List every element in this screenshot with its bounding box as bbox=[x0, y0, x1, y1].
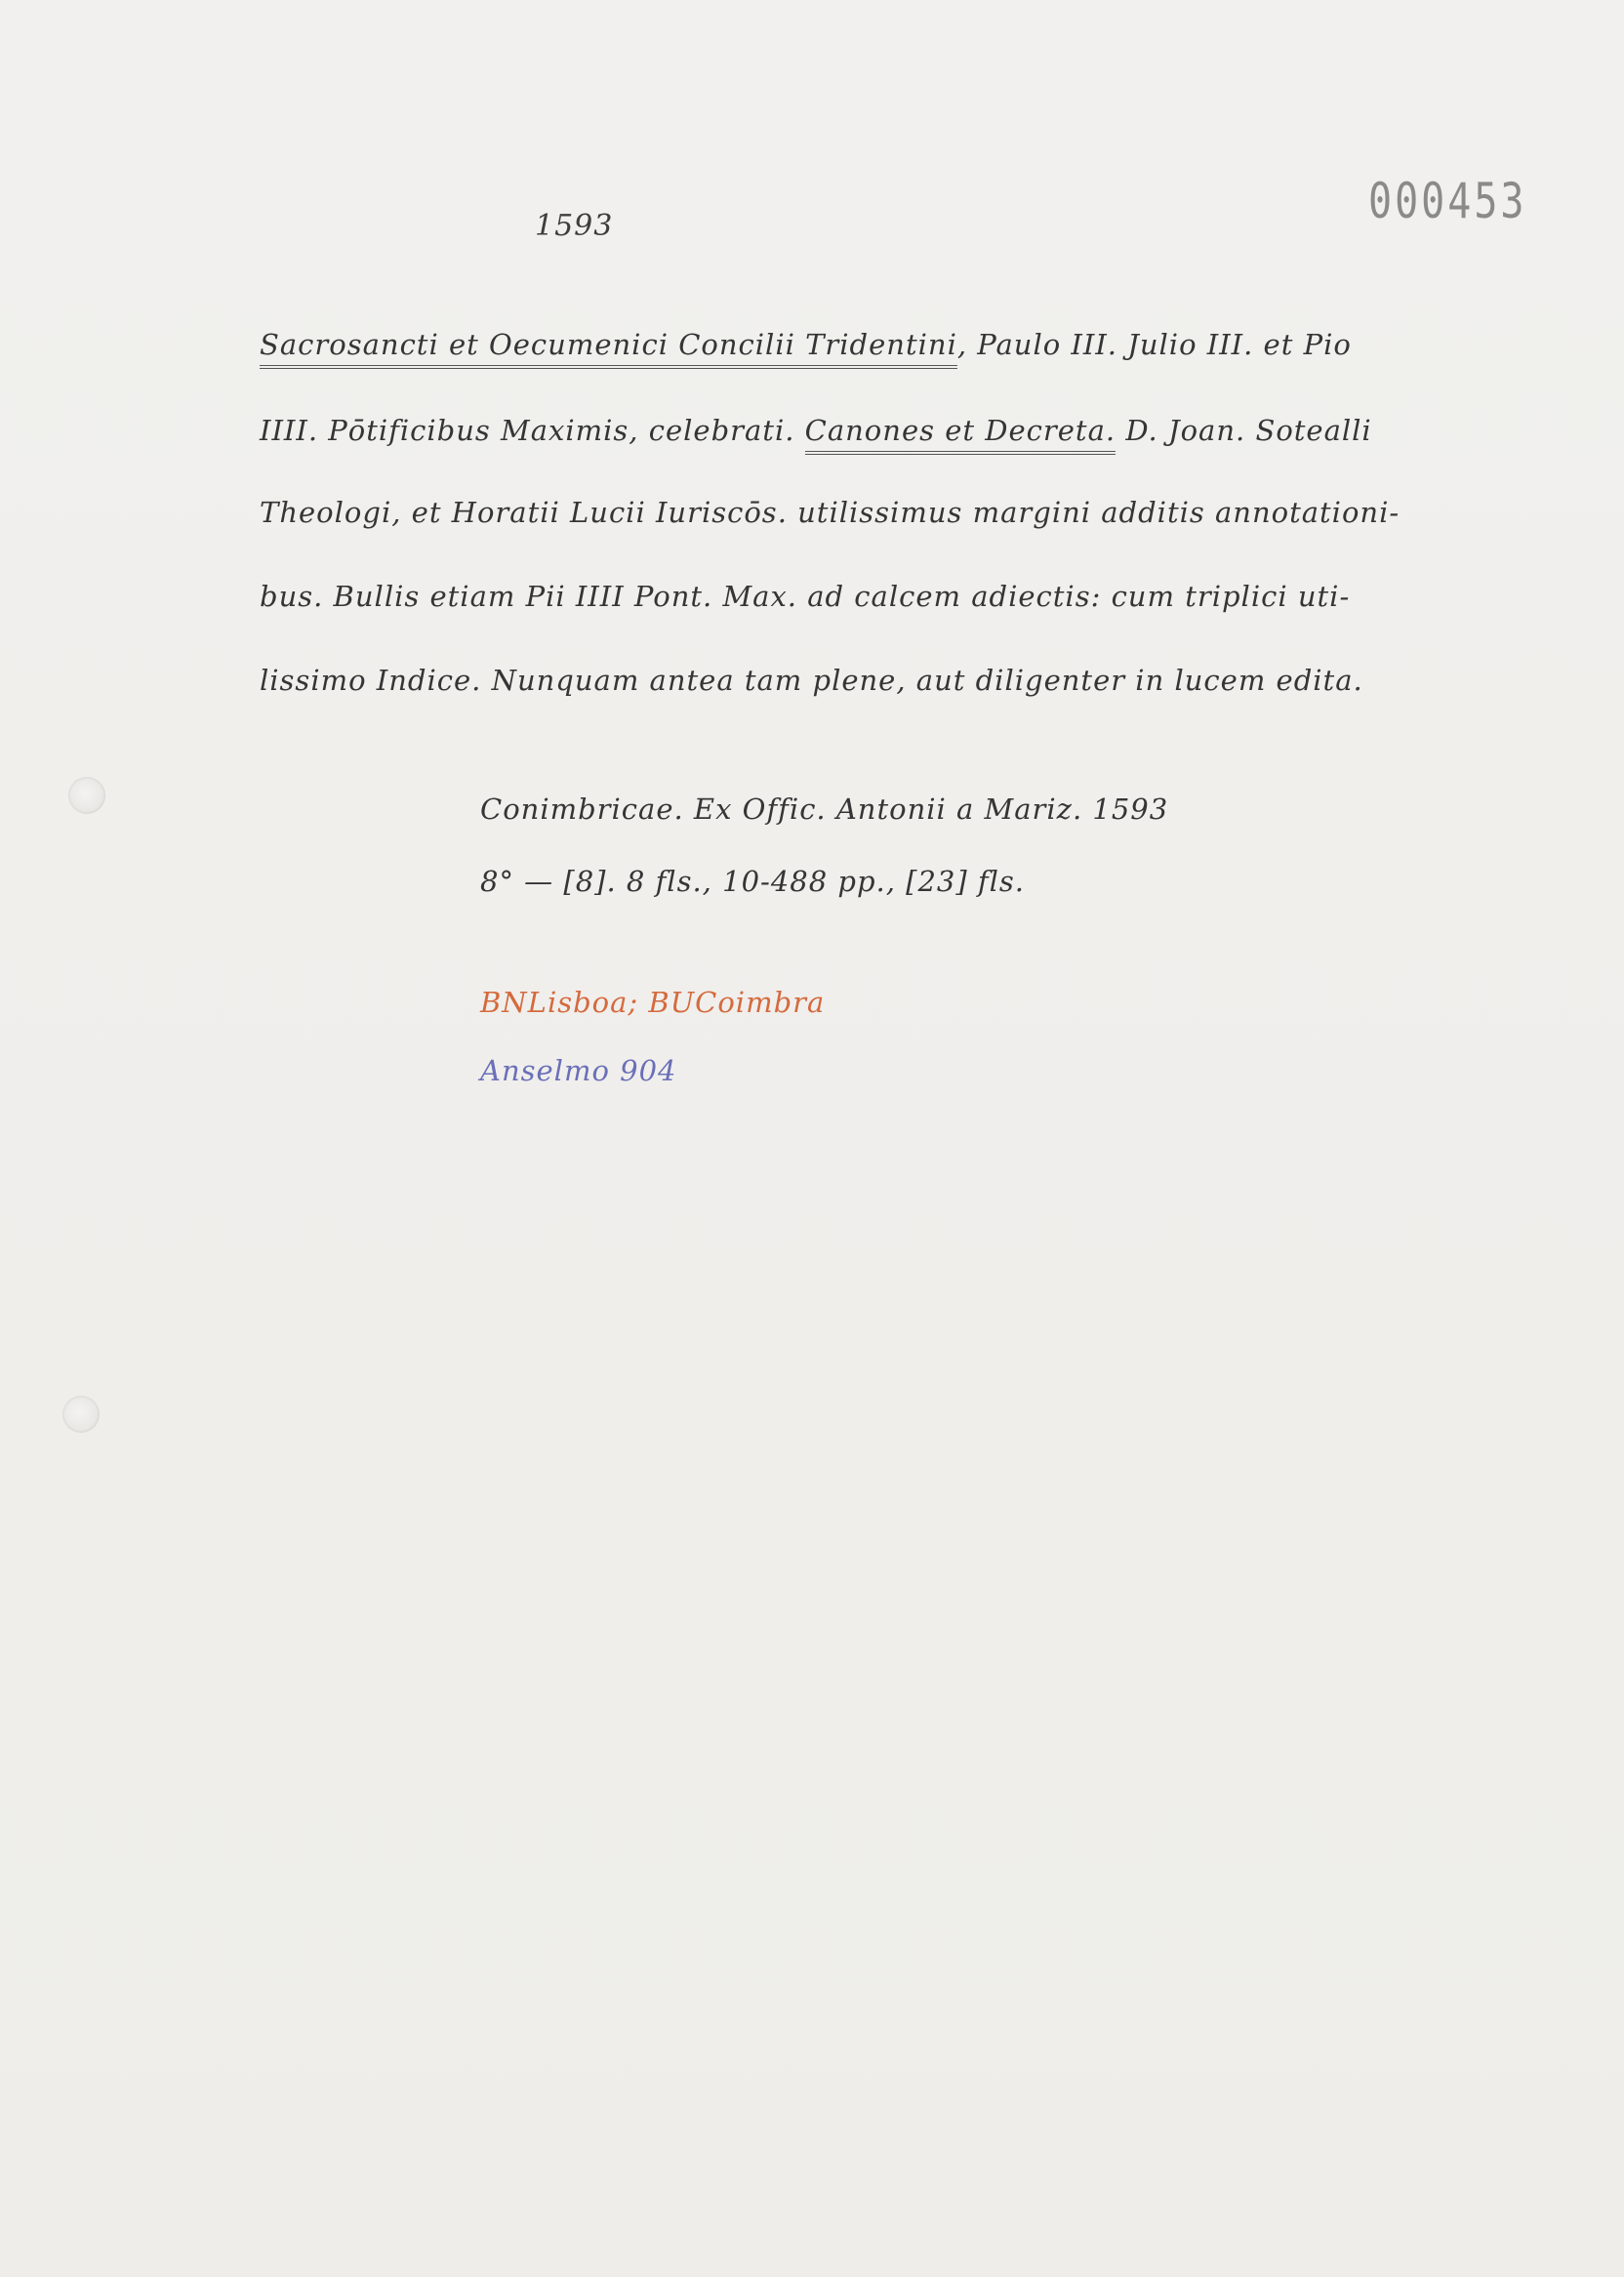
bibliographic-reference: Anselmo 904 bbox=[480, 1054, 677, 1087]
title-line-3: Theologi, et Horatii Lucii Iuriscōs. utilissimus margini additis annotationi- bbox=[260, 496, 1401, 529]
punch-hole bbox=[62, 1396, 100, 1433]
collation-line: 8° — [8]. 8 fls., 10-488 pp., [23] fls. bbox=[480, 865, 1026, 898]
title-line-1 bbox=[260, 328, 1352, 361]
year-heading: 1593 bbox=[535, 209, 614, 243]
council-title: Sacrosancti et Oecumenici Concilii Tridentini bbox=[260, 328, 957, 369]
title-line-4: bus. Bullis etiam Pii IIII Pont. Max. ad calcem adiectis: cum triplici uti- bbox=[260, 580, 1351, 613]
canones-title: Canones et Decreta. bbox=[805, 414, 1116, 455]
title-line-2-start: IIII. Pōtificibus Maximis, celebrati. bbox=[260, 414, 795, 447]
punch-hole bbox=[68, 777, 105, 814]
imprint-line: Conimbricae. Ex Offic. Antonii a Mariz. 1593 bbox=[480, 793, 1169, 826]
record-number: 000453 bbox=[1368, 174, 1527, 230]
title-line-2-rest: D. Joan. Sotealli bbox=[1125, 414, 1372, 447]
library-locations: BNLisboa; BUCoimbra bbox=[480, 986, 826, 1019]
title-line-2 bbox=[260, 414, 1372, 447]
title-line-5: lissimo Indice. Nunquam antea tam plene, aut diligenter in lucem edita. bbox=[260, 664, 1363, 697]
title-line-1-rest: , Paulo III. Julio III. et Pio bbox=[956, 328, 1352, 361]
